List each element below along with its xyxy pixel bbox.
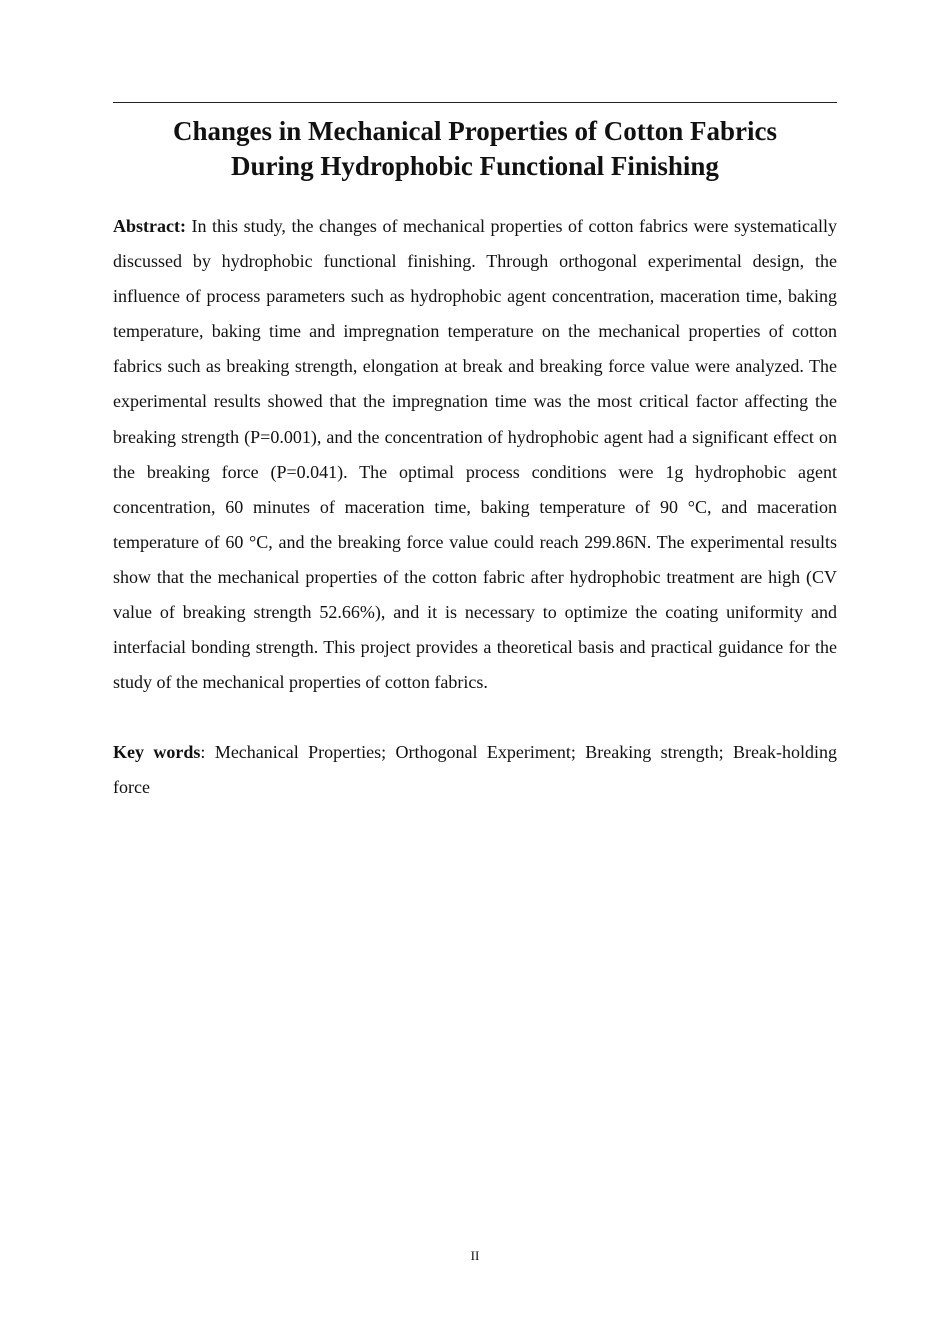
abstract-text: In this study, the changes of mechanical properties of cotton fabrics were systematically discussed by hydrophobic functional finishing. Through orthogonal experimental design, the influence of process parameters such as hydrophobic agent concentration, maceration time, baking temperature, baking time and impregnation temperature on the mechanical properties of cotton fabrics such as breaking strength, elongation at break and breaking force value were analyzed. The experimental results showed that the impregnation time was the most critical factor affecting the breaking strength (P=0.001), and the concentration of hydrophobic agent had a significant effect on the breaking force (P=0.041). The optimal process conditions were 1g hydrophobic agent concentration, 60 minutes of maceration time, baking temperature of 90 °C, and maceration temperature of 60 °C, and the breaking force value could reach 299.86N. The experimental results show that the mechanical properties of the cotton fabric after hydrophobic treatment are high (CV value of breaking strength 52.66%), and it is necessary to optimize the coating uniformity and interfacial bonding strength. This project provides a theoretical basis and practical guidance for the study of the mechanical properties of cotton fabrics.	[113, 216, 837, 693]
keywords-label: Key words	[113, 742, 201, 762]
paper-title-line-2: During Hydrophobic Functional Finishing	[231, 151, 719, 181]
header-rule	[113, 102, 837, 103]
paper-title	[113, 114, 837, 184]
keywords-paragraph	[113, 735, 837, 805]
abstract-paragraph	[113, 209, 837, 700]
keywords-text: Mechanical Properties; Orthogonal Experiment; Breaking strength; Break-holding force	[113, 742, 838, 798]
page-number: II	[470, 1248, 480, 1263]
abstract-label: Abstract:	[113, 216, 186, 236]
paper-title-line-1: Changes in Mechanical Properties of Cotton Fabrics	[173, 116, 777, 146]
keywords-separator: :	[200, 742, 206, 762]
